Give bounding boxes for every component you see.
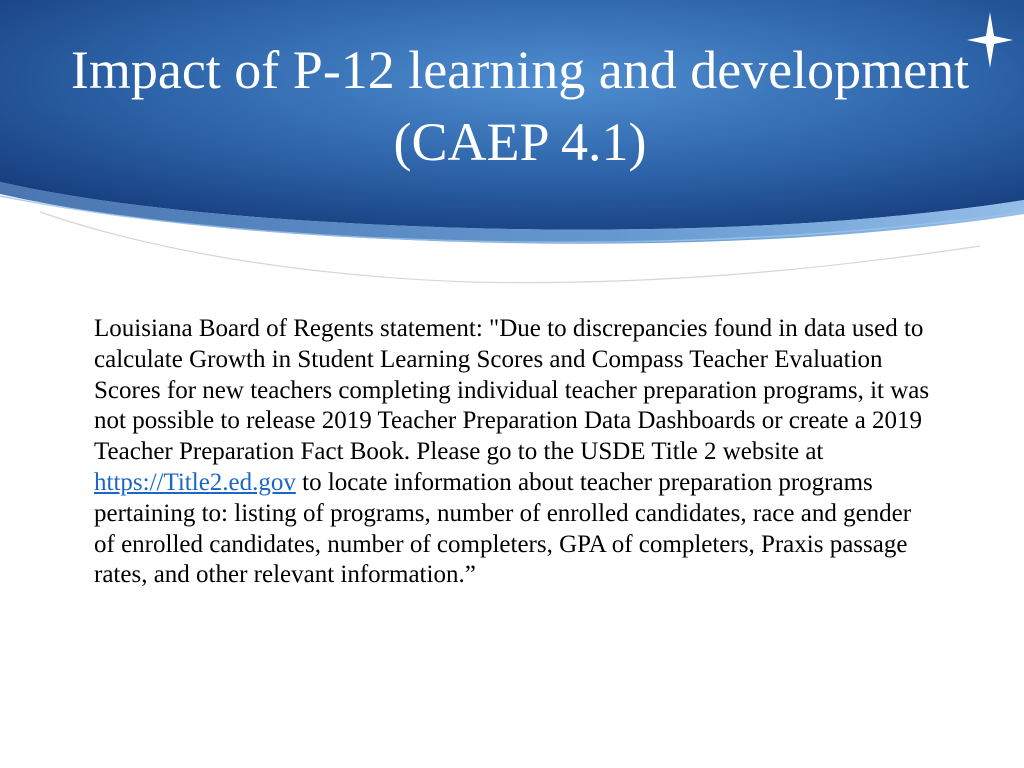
slide-title: Impact of P-12 learning and development (CAEP 4.1): [70, 40, 970, 172]
body-text-before-link: Louisiana Board of Regents statement: "Due to discrepancies found in data used to calculate Growth in Student Learning Scores and Compass Teacher Evaluation Scores for new teachers completing individual teacher preparation programs, it was not possible to release 2019 Teacher Preparation Data Dashboards or create a 2019 Teacher Preparation Fact Book. Please go to the USDE Title 2 website at: [94, 315, 930, 466]
body-paragraph: [94, 314, 934, 591]
title2-link[interactable]: https://Title2.ed.gov: [94, 468, 296, 496]
body-text-after-link: to locate information about teacher preparation programs pertaining to: listing of programs, number of enrolled candidates, race and gender of enrolled candidates, number of completers, GPA of completers, Praxis passage rates, and other relevant information.”: [94, 468, 912, 589]
